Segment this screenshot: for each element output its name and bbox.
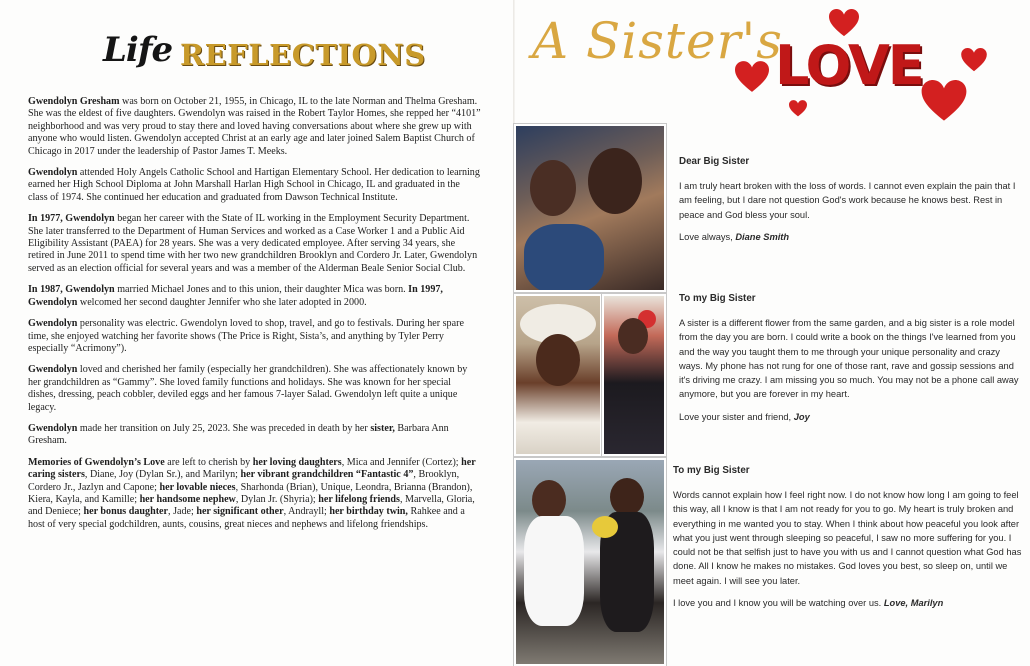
emphasis-text: In 1997, Gwendolyn	[28, 284, 443, 308]
letter-signature	[673, 596, 1023, 610]
obituary-text	[28, 96, 481, 540]
paragraph-text: made her transition on July 25, 2023. She was preceded in death by her	[77, 422, 371, 434]
emphasis-text: her lovable nieces	[159, 481, 236, 493]
reflections-heading: REFLECTIONS	[180, 38, 426, 72]
obituary-paragraph	[28, 423, 481, 448]
obituary-paragraph	[28, 284, 481, 309]
photo-graduation	[514, 458, 666, 666]
love-graphic	[735, 8, 995, 126]
letter-body: A sister is a different flower from the same garden, and a big sister is a role model from the day you are born. I could write a book on the things I've learned from you and the way you taught them to me through your unique personality and crazy ways. My phone has not rung for one of those rant, rave and gossip sessions and it's driving me crazy. I am missing you so much. You may not be a phone call away anymore, but you are forever in my heart.	[679, 318, 1019, 400]
letter-marilyn	[673, 465, 1023, 610]
love-word: LOVE	[775, 34, 923, 97]
emphasis-text: her handsome nephew	[139, 493, 236, 505]
emphasis-text: Gwendolyn	[28, 364, 78, 376]
letter-closing: Love always,	[679, 231, 733, 242]
paragraph-text: , Andrayll;	[283, 506, 330, 518]
emphasis-text: Gwendolyn	[28, 422, 78, 434]
emphasis-text: Gwendolyn Gresham	[28, 96, 120, 107]
emphasis-text: her birthday twin,	[329, 506, 408, 518]
letter-body: I am truly heart broken with the loss of words. I cannot even explain the pain that I am feeling, but I dare not question God's work because he knows best. Rest in peace and God bless your soul.	[679, 181, 1016, 220]
letter-closing: Love your sister and friend,	[679, 411, 792, 422]
paragraph-text: Rahkee and a host of very special godchildren, aunts, cousins, great nieces and nephews and lifelong friendships.	[28, 506, 465, 530]
letter-signer: Joy	[793, 411, 810, 422]
paragraph-text: are left to cherish by	[164, 456, 253, 468]
paragraph-text: , Mica and Jennifer (Cortez);	[341, 456, 462, 468]
emphasis-text: her bonus daughter	[83, 506, 169, 518]
emphasis-text: Gwendolyn	[28, 318, 78, 330]
paragraph-text: attended Holy Angels Catholic School and Hartigan Elementary School. Her dedication to learning earned her High School Diploma at John Marshall Harlan High School in Chicago, IL and graduated in the class of 1974. She continued her education and graduated from Dawson Technical Institute.	[28, 167, 480, 203]
paragraph-text: personality was electric. Gwendolyn loved to shop, travel, and go to festivals. During her spare time, she enjoyed watching her favorite shows (The Price is Right, Sista’s, and anything by Tyler Perry especially “Acrimony”).	[28, 318, 464, 354]
heart-icon	[789, 100, 807, 117]
paragraph-text: , Diane, Joy (Dylan Sr.), and Marilyn;	[84, 469, 241, 481]
photo-woman-red-flower	[602, 294, 666, 456]
letter-body: Words cannot explain how I feel right now. I do not know how long I am going to feel this way, all I know is that I am not ready for you to go. My heart is truly broken and everything in me wanted you to stay. When I think about how peaceful you look after what you just went through sleeping so peaceful, I saw no more suffering for you. I could not be that selfish just to have you with us and I cannot question what God has done. All I know he makes no mistakes. God loves you best, so sleep on, until we meet again. I will see you later.	[673, 490, 1022, 586]
paragraph-text: welcomed her second daughter Jennifer who she later adopted in 2000.	[77, 296, 367, 308]
letter-signer: Diane Smith	[735, 231, 790, 242]
letter-signature	[679, 410, 1024, 424]
letter-heading: To my Big Sister	[679, 293, 756, 304]
letter-closing: I love you and I know you will be watching over us.	[673, 598, 882, 609]
paragraph-text: , Dylan Jr. (Shyria);	[235, 493, 319, 505]
emphasis-text: In 1977, Gwendolyn	[28, 213, 115, 225]
paragraph-text: , Sharhonda (Brian), Unique, Leondra, Brianna (Brandon), Kiera, Kayla, and Kamille;	[28, 481, 473, 505]
photo-sisters-selfie	[514, 124, 666, 292]
emphasis-text: Memories of Gwendolyn’s Love	[28, 456, 165, 468]
letter-signature	[679, 230, 1025, 244]
obituary-paragraph	[28, 364, 481, 414]
letter-diane	[679, 156, 1025, 244]
life-script-heading: Life	[103, 30, 173, 70]
paragraph-text: loved and cherished her family (especially her grandchildren). She was affectionately known by her grandchildren as “Gammy”. She loved family functions and holidays. She was known for her special dishes, dressing, peach cobbler, deviled eggs and her famous 7-layer Salad. Gwendolyn left quite a unique legacy.	[28, 364, 468, 413]
obituary-paragraph	[28, 318, 481, 355]
obituary-paragraph	[28, 167, 481, 204]
emphasis-text: In 1987, Gwendolyn	[28, 284, 115, 296]
emphasis-text: her vibrant grandchildren “Fantastic 4”	[240, 469, 414, 481]
emphasis-text: Gwendolyn	[28, 167, 78, 179]
emphasis-text: sister,	[370, 422, 395, 434]
sisters-script-title: A Sister's	[532, 12, 783, 70]
paragraph-text: was born on October 21, 1955, in Chicago, IL to the late Norman and Thelma Gresham. She was the eldest of five daughters. Gwendolyn was raised in the Robert Taylor Homes, she repped her “4101” neighborhood and was very proud to stay there and loved having conversations about where she grew up with anyone who would listen. Gwendolyn accepted Christ at an early age and later joined Salem Baptist Church of Chicago in 2017 under the leadership of Pastor James T. Meeks.	[28, 96, 481, 157]
emphasis-text: her loving daughters	[252, 456, 342, 468]
letter-heading: Dear Big Sister	[679, 156, 750, 167]
paragraph-text: , Brooklyn, Cordero Jr., Jazlyn and Capone;	[28, 469, 460, 493]
heart-icon	[921, 80, 967, 122]
heart-icon	[735, 60, 769, 94]
paragraph-text: began her career with the State of IL working in the Employment Security Department. She later transferred to the Department of Human Services and worked as a Case Worker 1 and a Public Aid Eligibility Assistant (PAEA) for 28 years. She was a very dedicated employee. After serving 34 years, she retired in June 2011 to spend time with her two new grandchildren Brooklyn and Cordero Jr. Later, Gwendolyn served as an election official for several years and was a member of the Alderman Beale Senior Social Club.	[28, 213, 478, 274]
paragraph-text: married Michael Jones and to this union, their daughter Mica was born.	[114, 284, 409, 296]
photo-woman-in-hat	[514, 294, 602, 456]
paragraph-text: , Jade;	[168, 506, 197, 518]
obituary-paragraph	[28, 213, 481, 275]
heart-icon	[961, 48, 987, 72]
paragraph-text: Barbara Ann Gresham.	[28, 422, 449, 447]
paragraph-text: , Marvella, Gloria, and Deniece;	[28, 493, 475, 518]
obituary-paragraph	[28, 457, 481, 531]
letter-joy	[679, 293, 1024, 424]
obituary-paragraph	[28, 96, 481, 158]
letter-signer: Love, Marilyn	[883, 598, 944, 609]
letter-heading: To my Big Sister	[673, 465, 750, 476]
emphasis-text: her significant other	[196, 506, 284, 518]
emphasis-text: her lifelong friends	[318, 493, 400, 505]
emphasis-text: her caring sisters	[28, 456, 476, 481]
